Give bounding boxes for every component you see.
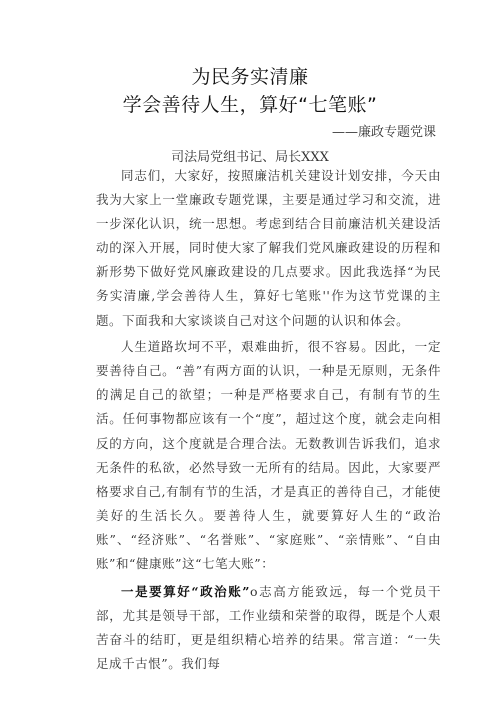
paragraph-life-road: 人生道路坎坷不平，艰难曲折，很不容易。因此，一定要善待自己。“善”有两方面的认识，一种是无原则，无条件的满足自己的欲望；一种是严格要求自己，有制有节的生活。任何事物都应该有一个“度”，超过这个度，就会走向相反的方向，这个度就是合理合法。无数教训告诉我们，追求无条件的私欲，必然导致一无所有的结局。因此，大家要严格要求自己,有制有节的生活，才是真正的善待自己，才能使美好的生活长久。要善待人生，就要算好人生的“政治账”、“经济账”、“名誉账”、“家庭账”、“亲情账”、“自由账”和“健康账”这“七笔大账”： — [96, 339, 441, 571]
paragraph-lead-text: o志高方能致远，每一个党员干部，尤其是领导干部，工作业绩和荣誉的取得，既是个人艰苦奋斗的结盯，更是组织精心培养的结果。常言道：“一失足成千古恨”。我们每 — [96, 584, 441, 672]
document-subtitle: ——廉政专题党课 — [331, 125, 436, 140]
document-author: 司法局党组书记、局长XXX — [171, 150, 329, 165]
document-title-line-2: 学会善待人生，算好“七笔账” — [122, 94, 378, 116]
document-body — [96, 164, 441, 679]
paragraph-political-account — [96, 580, 441, 676]
paragraph-lead-heading: 一是要算好“政治账” — [121, 584, 251, 600]
document-title-line-1: 为民务实清廉 — [191, 66, 309, 88]
paragraph-intro: 同志们，大家好，按照廉洁机关建设计划安排，今天由我为大家上一堂廉政专题党课，主要是通过学习和交流，进一步深化认识，统一思想。考虑到结合目前廉洁机关建设活动的深入开展，同时使大家了解我们党风廉政建设的历程和新形势下做好党风廉政建设的几点要求。因此我选择“为民务实清廉,学会善待人生，算好七笔账''作为这节党课的主题。下面我和大家谈谈自己对这个问题的认识和体会。 — [96, 168, 441, 328]
